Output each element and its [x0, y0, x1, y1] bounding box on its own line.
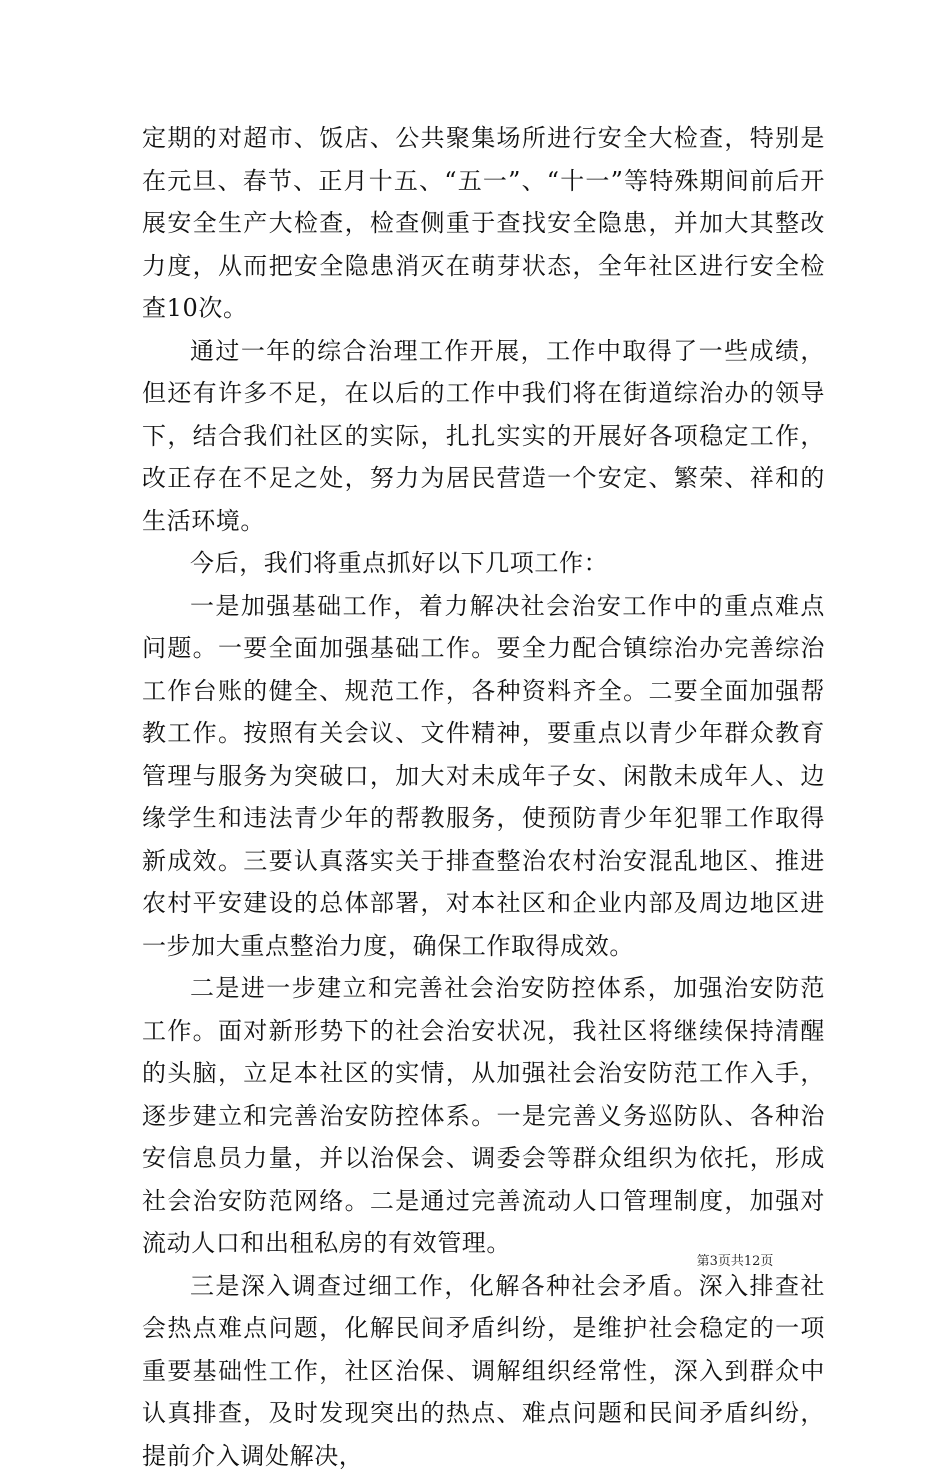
paragraph: 一是加强基础工作，着力解决社会治安工作中的重点难点问题。一要全面加强基础工作。要全力配合镇综治办完善综治工作台账的健全、规范工作，各种资料齐全。二要全面加强帮教工作。按照有关会议、文件精神，要重点以青少年群众教育管理与服务为突破口，加大对未成年子女、闲散未成年人、边缘学生和违法青少年的帮教服务，使预防青少年犯罪工作取得新成效。三要认真落实关于排查整治农村治安混乱地区、推进农村平安建设的总体部署，对本社区和企业内部及周边地区进一步加大重点整治力度，确保工作取得成效。 [142, 585, 825, 968]
paragraph: 定期的对超市、饭店、公共聚集场所进行安全大检查，特别是在元旦、春节、正月十五、“五一”、“十一”等特殊期间前后开展安全生产大检查，检查侧重于查找安全隐患，并加大其整改力度，从而把安全隐患消灭在萌芽状态，全年社区进行安全检查10次。 [142, 117, 825, 330]
paragraph: 今后，我们将重点抓好以下几项工作： [142, 542, 825, 585]
document-body [142, 117, 825, 1477]
page-number-footer: 第3页共12页 [660, 1250, 810, 1269]
paragraph: 通过一年的综合治理工作开展，工作中取得了一些成绩，但还有许多不足，在以后的工作中我们将在街道综治办的领导下，结合我们社区的实际，扎扎实实的开展好各项稳定工作，改正存在不足之处，努力为居民营造一个安定、繁荣、祥和的生活环境。 [142, 330, 825, 543]
paragraph: 三是深入调查过细工作，化解各种社会矛盾。深入排查社会热点难点问题，化解民间矛盾纠纷，是维护社会稳定的一项重要基础性工作，社区治保、调解组织经常性，深入到群众中认真排查，及时发现突出的热点、难点问题和民间矛盾纠纷，提前介入调处解决， [142, 1265, 825, 1477]
paragraph: 二是进一步建立和完善社会治安防控体系，加强治安防范工作。面对新形势下的社会治安状况，我社区将继续保持清醒的头脑，立足本社区的实情，从加强社会治安防范工作入手，逐步建立和完善治安防控体系。一是完善义务巡防队、各种治安信息员力量，并以治保会、调委会等群众组织为依托，形成社会治安防范网络。二是通过完善流动人口管理制度，加强对流动人口和出租私房的有效管理。 [142, 967, 825, 1265]
